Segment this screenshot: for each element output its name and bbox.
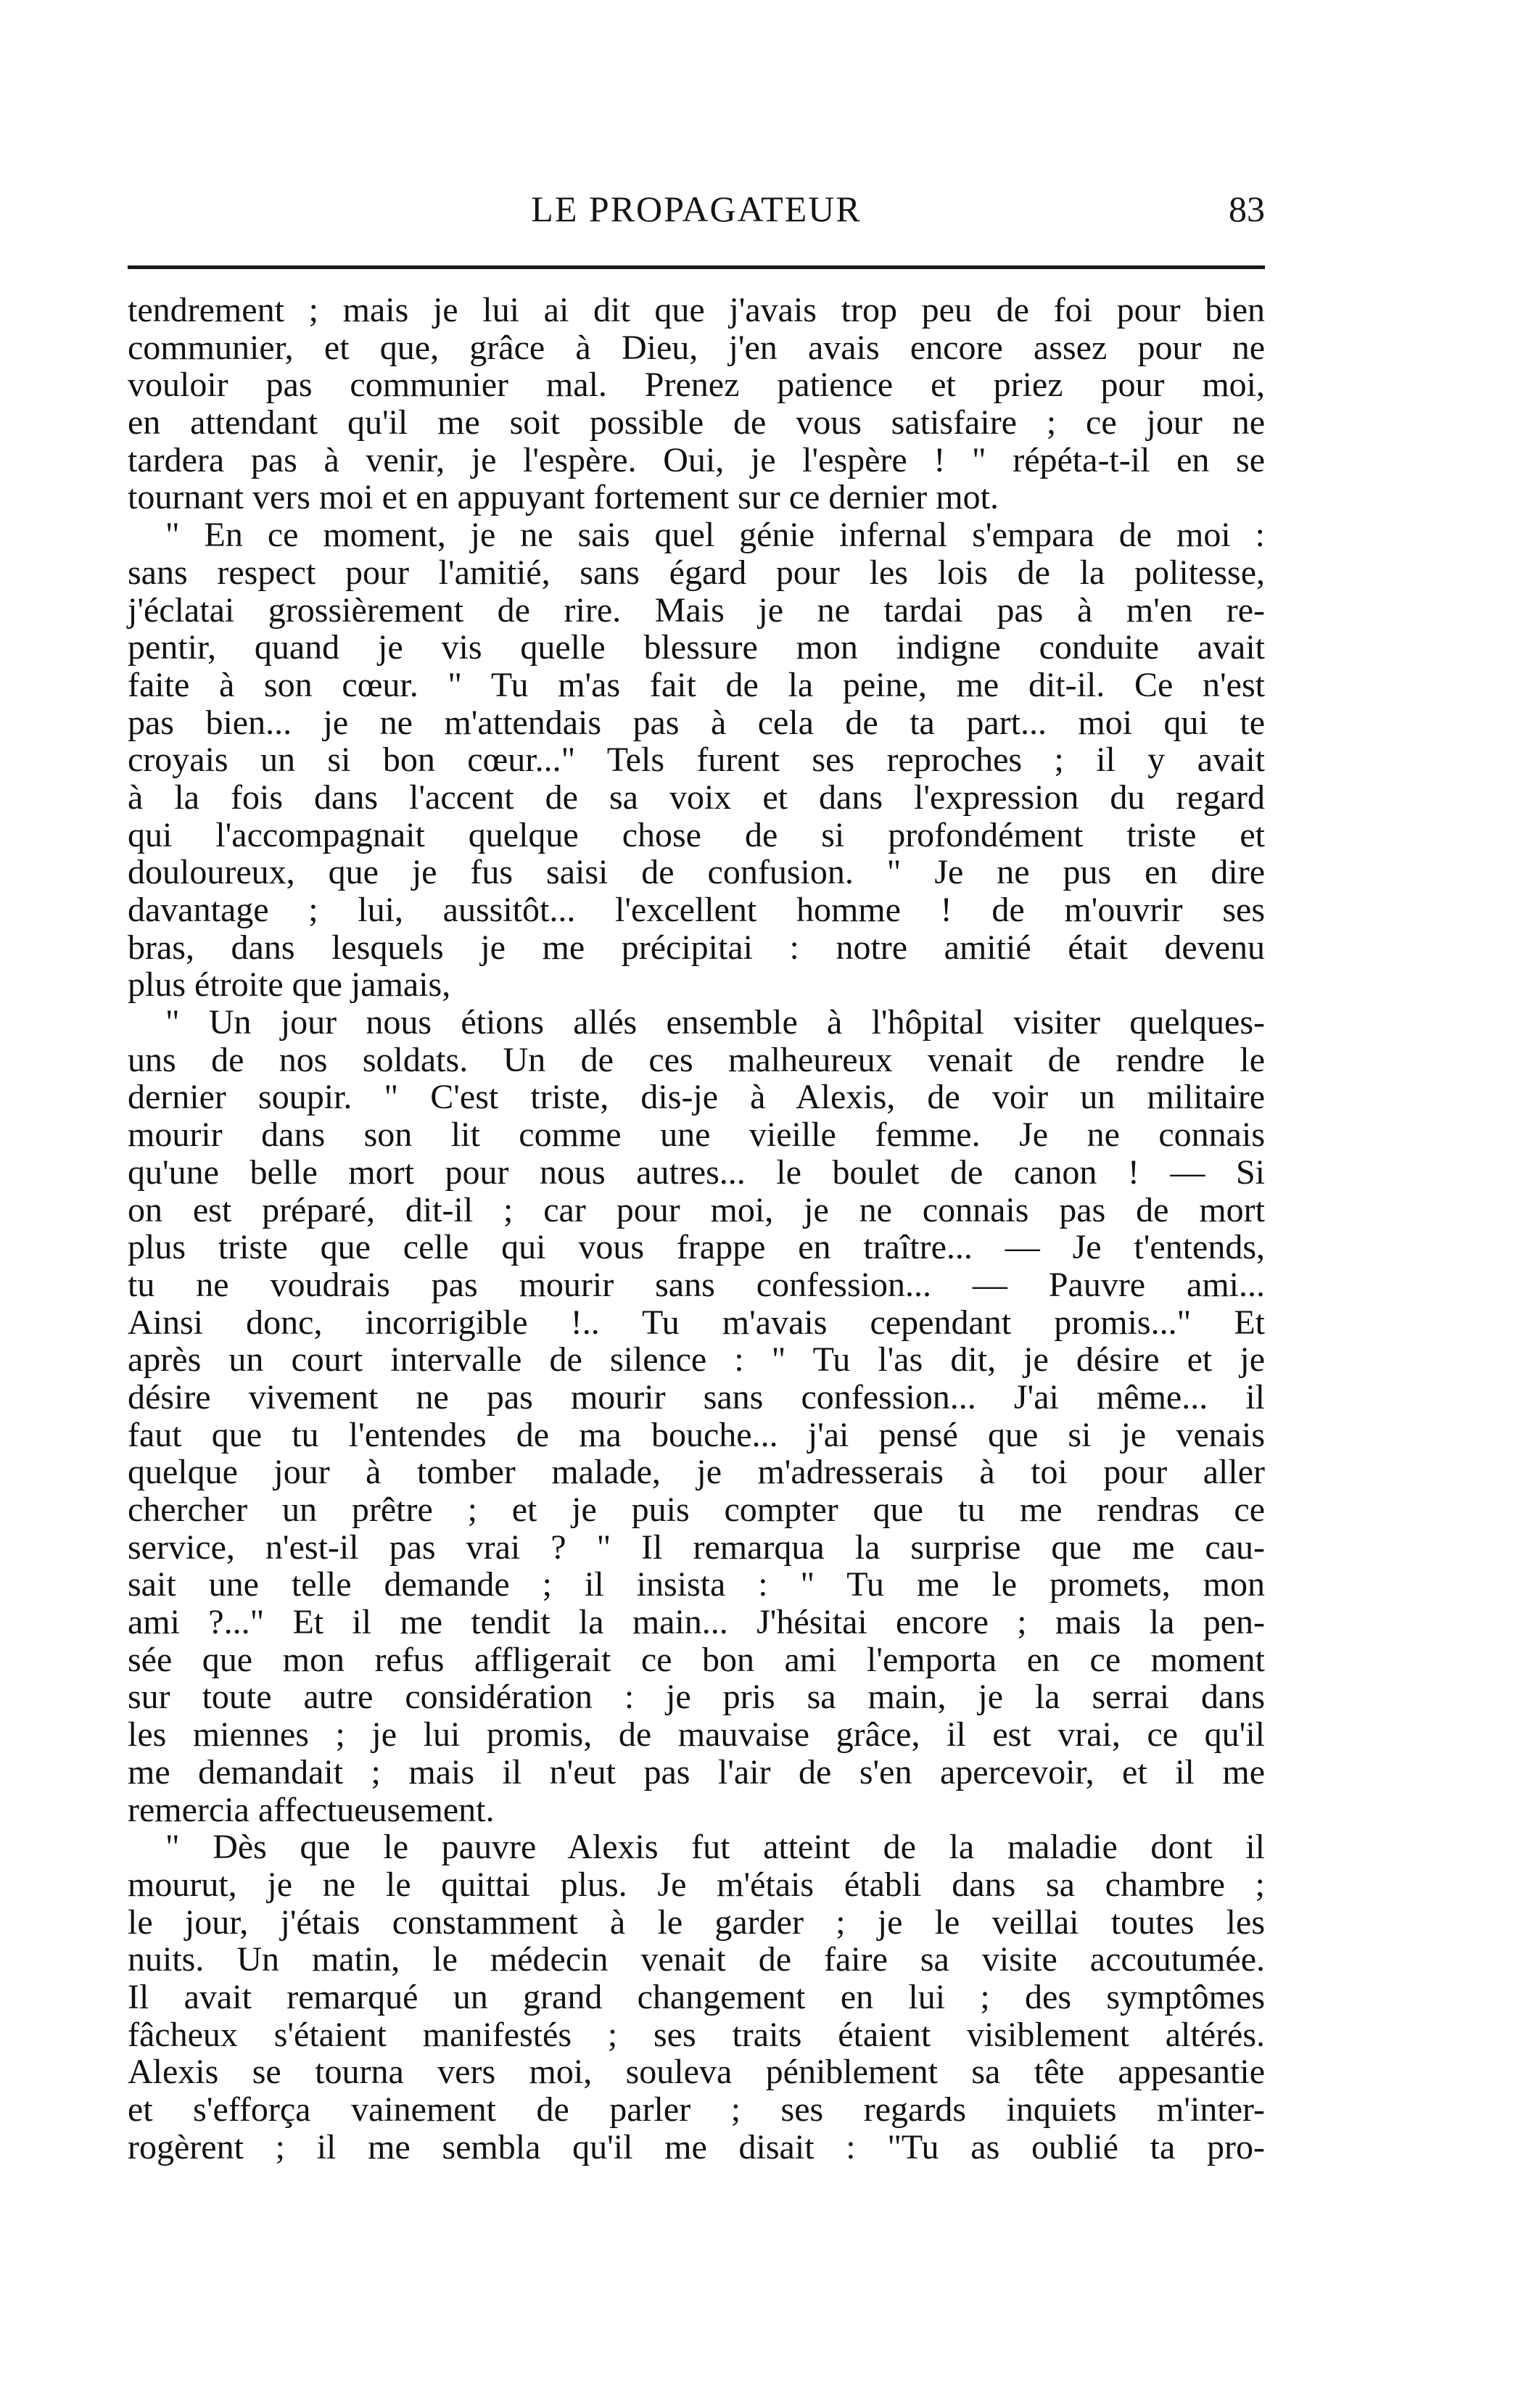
text-line: le jour, j'étais constamment à le garder ; je le veillai toutes les	[128, 1902, 1265, 1942]
text-line: Alexis se tourna vers moi, souleva péniblement sa tête appesantie	[128, 2053, 1265, 2092]
text-line: sait une telle demande ; il insista : " Tu me le promets, mon	[128, 1565, 1265, 1604]
text-line: Il avait remarqué un grand changement en lui ; des symptômes	[128, 1977, 1265, 2016]
text-line: sans respect pour l'amitié, sans égard pour les lois de la politesse,	[128, 553, 1265, 592]
text-line: tu ne voudrais pas mourir sans confession... — Pauvre ami...	[128, 1265, 1265, 1304]
text-line: douloureux, que je fus saisi de confusion. " Je ne pus en dire	[128, 853, 1265, 892]
text-line: tournant vers moi et en appuyant fortement sur ce dernier mot.	[128, 478, 999, 517]
text-line: qu'une belle mort pour nous autres... le boulet de canon ! — Si	[128, 1153, 1265, 1192]
text-line: pas bien... je ne m'attendais pas à cela de ta part... moi qui te	[128, 703, 1265, 742]
text-line: mourir dans son lit comme une vieille femme. Je ne connais	[128, 1116, 1265, 1155]
text-line: sur toute autre considération : je pris sa main, je la serrai dans	[128, 1678, 1265, 1717]
page-number: 83	[1229, 189, 1265, 229]
text-line: service, n'est-il pas vrai ? " Il remarqua la surprise que me cau-	[128, 1527, 1265, 1567]
text-line: rogèrent ; il me sembla qu'il me disait : "Tu as oublié ta pro-	[128, 2127, 1265, 2166]
text-line: j'éclatai grossièrement de rire. Mais je ne tardai pas à m'en re-	[128, 590, 1265, 630]
text-line: davantage ; lui, aussitôt... l'excellent homme ! de m'ouvrir ses	[128, 891, 1265, 929]
text-line: quelque jour à tomber malade, je m'adresserais à toi pour aller	[128, 1453, 1265, 1492]
text-line: bras, dans lesquels je me précipitai : notre amitié était devenu	[128, 928, 1265, 967]
text-line: on est préparé, dit-il ; car pour moi, je ne connais pas de mort	[128, 1190, 1265, 1229]
text-line: ami ?..." Et il me tendit la main... J'hésitai encore ; mais la pen-	[128, 1603, 1265, 1642]
text-line: faite à son cœur. " Tu m'as fait de la peine, me dit-il. Ce n'est	[128, 665, 1265, 704]
text-line: nuits. Un matin, le médecin venait de faire sa visite accoutumée.	[128, 1940, 1265, 1979]
text-line: croyais un si bon cœur..." Tels furent ses reproches ; il y avait	[128, 741, 1265, 780]
text-line: chercher un prêtre ; et je puis compter que tu me rendras ce	[128, 1490, 1265, 1529]
text-line: uns de nos soldats. Un de ces malheureux venait de rendre le	[128, 1040, 1265, 1079]
text-line: faut que tu l'entendes de ma bouche... j'ai pensé que si je venais	[128, 1415, 1265, 1454]
text-line: tendrement ; mais je lui ai dit que j'avais trop peu de foi pour bien	[128, 291, 1265, 329]
text-line: après un court intervalle de silence : " Tu l'as dit, je désire et je	[128, 1340, 1265, 1380]
text-line: plus triste que celle qui vous frappe en traître... — Je t'entends,	[128, 1228, 1265, 1267]
text-line: sée que mon refus affligerait ce bon ami l'emporta en ce moment	[128, 1640, 1265, 1679]
text-line: vouloir pas communier mal. Prenez patience et priez pour moi,	[128, 366, 1265, 405]
text-line: fâcheux s'étaient manifestés ; ses traits étaient visiblement altérés.	[128, 2015, 1265, 2054]
text-line: me demandait ; mais il n'eut pas l'air de s'en apercevoir, et il me	[128, 1752, 1265, 1791]
text-line: communier, et que, grâce à Dieu, j'en avais encore assez pour ne	[128, 328, 1265, 367]
text-line: " Un jour nous étions allés ensemble à l'hôpital visiter quelques-	[165, 1003, 1265, 1042]
text-line: pentir, quand je vis quelle blessure mon indigne conduite avait	[128, 628, 1265, 667]
text-line: dernier soupir. " C'est triste, dis-je à Alexis, de voir un militaire	[128, 1078, 1265, 1117]
text-line: tardera pas à venir, je l'espère. Oui, je l'espère ! " répéta-t-il en se	[128, 440, 1265, 479]
running-head	[128, 180, 1265, 238]
text-line: les miennes ; je lui promis, de mauvaise grâce, il est vrai, ce qu'il	[128, 1715, 1265, 1755]
text-line: désire vivement ne pas mourir sans confession... J'ai même... il	[128, 1377, 1265, 1417]
text-line: en attendant qu'il me soit possible de vous satisfaire ; ce jour ne	[128, 403, 1265, 442]
text-line: " En ce moment, je ne sais quel génie infernal s'empara de moi :	[165, 516, 1265, 555]
text-line: Ainsi donc, incorrigible !.. Tu m'avais cependant promis..." Et	[128, 1303, 1265, 1342]
text-line: mourut, je ne le quittai plus. Je m'étais établi dans sa chambre ;	[128, 1865, 1265, 1904]
body-text	[128, 292, 1265, 2166]
text-line: plus étroite que jamais,	[128, 965, 451, 1005]
text-line: et s'efforça vainement de parler ; ses regards inquiets m'inter-	[128, 2090, 1265, 2129]
text-line: à la fois dans l'accent de sa voix et dans l'expression du regard	[128, 778, 1265, 817]
text-line: " Dès que le pauvre Alexis fut atteint de la maladie dont il	[165, 1828, 1265, 1867]
text-line: remercia affectueusement.	[128, 1790, 495, 1829]
text-line: qui l'accompagnait quelque chose de si profondément triste et	[128, 815, 1265, 854]
header-rule	[128, 265, 1265, 269]
running-title: LE PROPAGATEUR	[531, 189, 862, 229]
